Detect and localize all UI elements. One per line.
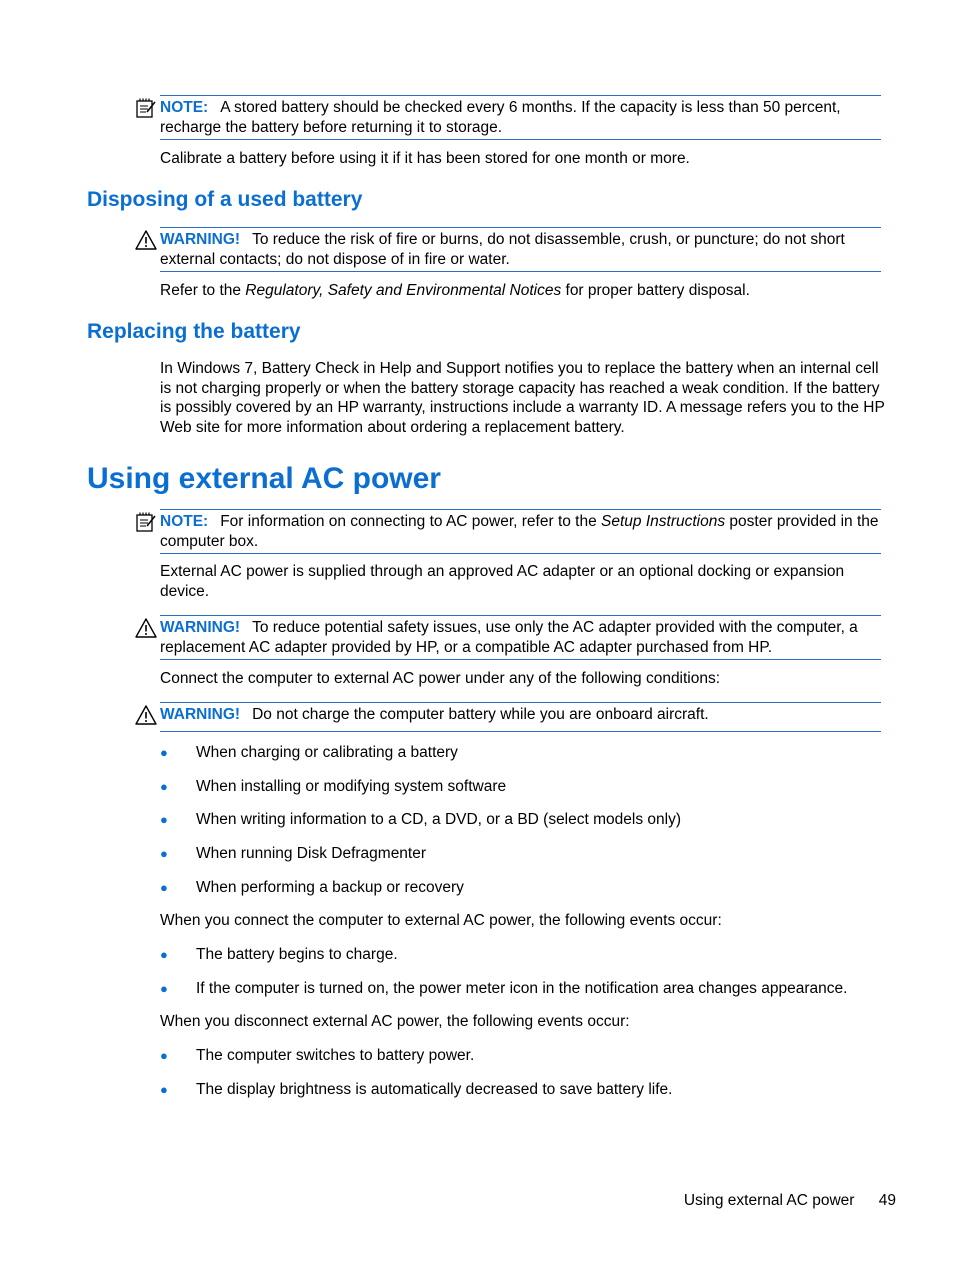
warning-callout (160, 615, 881, 660)
warning-label: WARNING! (160, 231, 241, 248)
list-item-text: When charging or calibrating a battery (196, 744, 458, 761)
warning-label: WARNING! (160, 706, 241, 723)
bullet-icon: ● (160, 981, 168, 996)
paragraph-windows: In Windows 7, Battery Check in Help and Support notifies you to replace the battery when an internal cell is not charging properly or when the battery storage capacity has reached a weak condition. If the battery is possibly covered by an HP warranty, instructions include a warranty ID. A message refers you to the HP Web site for more information about ordering a replacement battery. (160, 360, 885, 436)
bullet-icon: ● (160, 779, 168, 794)
warning-icon (135, 617, 157, 639)
list-item-text: When installing or modifying system software (196, 778, 507, 795)
heading-replacing: Replacing the battery (87, 320, 301, 343)
refer-text-before: Refer to the (160, 282, 246, 299)
paragraph-connect-events: When you connect the computer to external AC power, the following events occur: (160, 912, 722, 929)
list-item-text: The display brightness is automatically decreased to save battery life. (196, 1081, 673, 1098)
warning-callout (160, 702, 881, 732)
warning-text: Do not charge the computer battery while you are onboard aircraft. (252, 706, 709, 723)
paragraph-refer (160, 281, 885, 301)
note-callout (160, 509, 881, 554)
note-label: NOTE: (160, 99, 209, 116)
list-item-text: When writing information to a CD, a DVD, or a BD (select models only) (196, 811, 681, 828)
warning-icon (135, 229, 157, 251)
bullet-icon: ● (160, 947, 168, 962)
refer-text-italic: Regulatory, Safety and Environmental Notices (245, 282, 562, 299)
note-text-before: For information on connecting to AC power, refer to the (220, 513, 602, 530)
refer-text-after: for proper battery disposal. (561, 282, 750, 299)
warning-text: To reduce the risk of fire or burns, do not disassemble, crush, or puncture; do not short external contacts; do not dispose of in fire or water. (160, 231, 845, 268)
heading-using-external-ac: Using external AC power (87, 462, 441, 495)
page-footer (684, 1192, 896, 1210)
list-item-text: The computer switches to battery power. (196, 1047, 475, 1064)
warning-label: WARNING! (160, 619, 241, 636)
footer-section-title: Using external AC power (683, 1192, 855, 1209)
paragraph-calibrate: Calibrate a battery before using it if it has been stored for one month or more. (160, 150, 690, 167)
list-item-text: If the computer is turned on, the power meter icon in the notification area changes appearance. (196, 980, 848, 997)
bullet-icon: ● (160, 812, 168, 827)
paragraph-disconnect-events: When you disconnect external AC power, the following events occur: (160, 1013, 630, 1030)
heading-disposing: Disposing of a used battery (87, 188, 363, 211)
warning-callout (160, 227, 881, 272)
note-text: A stored battery should be checked every 6 months. If the capacity is less than 50 percent, recharge the battery before returning it to storage. (160, 99, 841, 136)
list-item-text: The battery begins to charge. (196, 946, 398, 963)
note-callout (160, 95, 881, 140)
bullet-icon: ● (160, 846, 168, 861)
note-text-after: poster provided in the computer box. (160, 513, 879, 550)
note-text-italic: Setup Instructions (601, 513, 726, 530)
warning-text: To reduce potential safety issues, use only the AC adapter provided with the computer, a replacement AC adapter provided by HP, or a compatible AC adapter purchased from HP. (160, 619, 858, 656)
paragraph-external: External AC power is supplied through an approved AC adapter or an optional docking or expansion device. (160, 563, 845, 600)
list-item-text: When running Disk Defragmenter (196, 845, 427, 862)
bullet-icon: ● (160, 880, 168, 895)
note-icon (135, 97, 157, 119)
note-icon (135, 511, 157, 533)
page-number: 49 (878, 1192, 896, 1209)
bullet-icon: ● (160, 745, 168, 760)
warning-icon (135, 704, 157, 726)
bullet-icon: ● (160, 1082, 168, 1097)
note-label: NOTE: (160, 513, 209, 530)
bullet-icon: ● (160, 1048, 168, 1063)
paragraph-connect: Connect the computer to external AC power under any of the following conditions: (160, 670, 721, 687)
list-item-text: When performing a backup or recovery (196, 879, 464, 896)
